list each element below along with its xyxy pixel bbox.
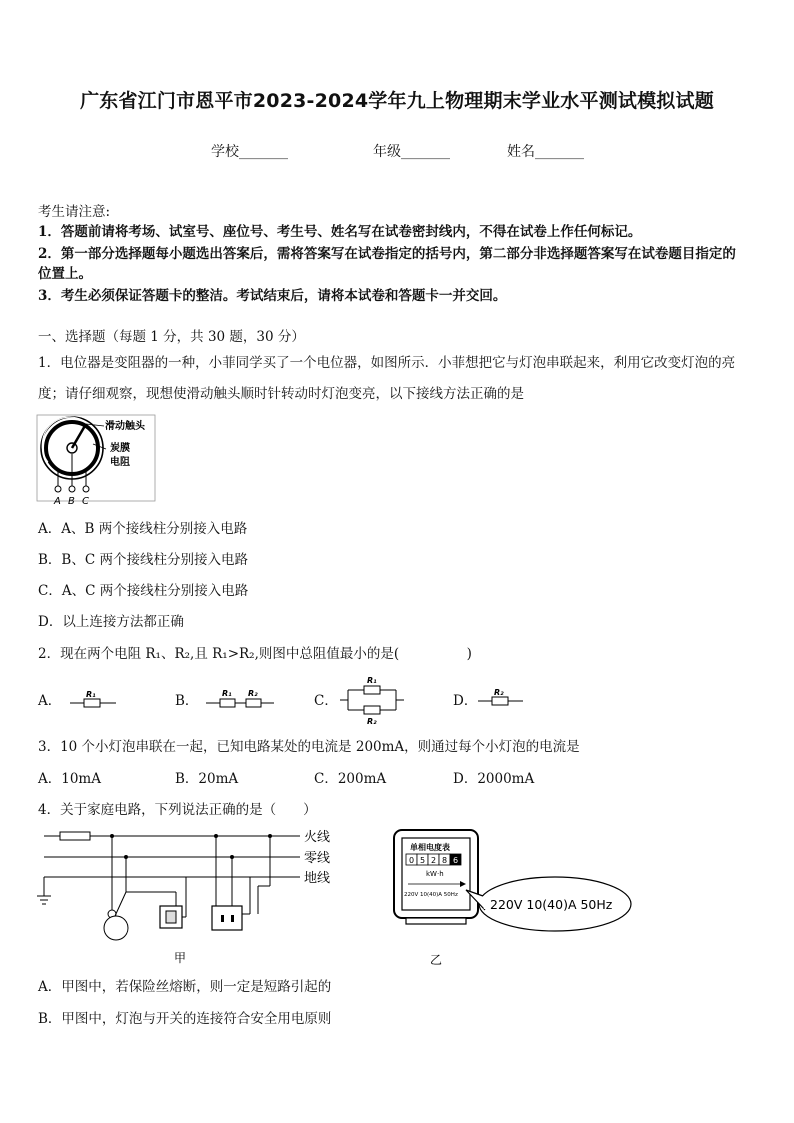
terminal-a-label: A	[54, 496, 61, 506]
section-heading: 一、选择题（每题 1 分，共 30 题，30 分）	[38, 329, 305, 345]
q4-option-a[interactable]: A．甲图中，若保险丝熔断，则一定是短路引起的	[38, 979, 332, 995]
terminal-b-label: B	[68, 496, 75, 506]
q2-option-d-circuit[interactable]	[478, 686, 526, 710]
q2-option-b-circuit[interactable]	[206, 686, 276, 712]
meter-rating-bubble: 220V 10(40)A 50Hz	[490, 897, 613, 912]
meter-unit: kW·h	[426, 870, 444, 878]
q2-stem: 2．现在两个电阻 R₁、R₂,且 R₁>R₂,则图中总阻值最小的是( )	[38, 646, 472, 662]
q2-option-b-label[interactable]: B．	[175, 693, 199, 709]
electricity-meter-figure	[390, 826, 640, 972]
neutral-wire-label: 零线	[304, 851, 331, 866]
q1-stem-line1: 1．电位器是变阻器的一种，小菲同学买了一个电位器，如图所示．小菲想把它与灯泡串联起来，利用它改变灯泡的亮	[38, 355, 736, 371]
meter-digit-1: 0	[409, 856, 415, 865]
q1-option-b[interactable]: B．B、C 两个接线柱分别接入电路	[38, 552, 248, 568]
q1-option-a[interactable]: A．A、B 两个接线柱分别接入电路	[38, 521, 248, 537]
q2a-r1-label: R₁	[86, 690, 96, 699]
figure-jia-label: 甲	[174, 951, 187, 965]
q1-stem-line2: 度；请仔细观察，现想使滑动触头顺时针转动时灯泡变亮，以下接线方法正确的是	[38, 386, 524, 402]
q3-option-b[interactable]: B．20mA	[175, 771, 239, 787]
notice-item-2: 2．第一部分选择题每小题选出答案后，需将答案写在试卷指定的括号内，第二部分非选择题答案写在试卷题目指定的	[38, 246, 736, 262]
meter-digit-4: 8	[442, 856, 448, 865]
q3-stem: 3．10 个小灯泡串联在一起，已知电路某处的电流是 200mA，则通过每个小灯泡的电流是	[38, 739, 580, 755]
meter-digit-5: 6	[453, 856, 459, 865]
q2b-r2-label: R₂	[248, 689, 258, 698]
q2b-r1-label: R₁	[222, 689, 232, 698]
meter-title: 单相电度表	[410, 843, 450, 852]
terminal-c-label: C	[82, 496, 89, 506]
slider-label: 滑动触头	[105, 421, 145, 432]
q2d-r2-label: R₂	[494, 688, 504, 697]
live-wire-label: 火线	[304, 830, 331, 845]
meter-digit-3: 2	[431, 856, 437, 865]
q2-option-c-circuit[interactable]	[340, 674, 404, 726]
resistor-label: 电阻	[110, 457, 130, 468]
q2-option-a-label[interactable]: A．	[38, 693, 62, 709]
q1-option-c[interactable]: C．A、C 两个接线柱分别接入电路	[38, 583, 249, 599]
notice-item-3: 3．考生必须保证答题卡的整洁。考试结束后，请将本试卷和答题卡一并交回。	[38, 288, 507, 304]
q3-option-c[interactable]: C．200mA	[314, 771, 387, 787]
meter-digit-2: 5	[420, 856, 426, 865]
q2-option-d-label[interactable]: D．	[453, 693, 478, 709]
school-field[interactable]: 学校_______	[211, 144, 288, 160]
q4-stem: 4．关于家庭电路，下列说法正确的是（ ）	[38, 802, 317, 818]
earth-wire-label: 地线	[304, 871, 331, 886]
page-title: 广东省江门市恩平市2023-2024学年九上物理期末学业水平测试模拟试题	[80, 90, 714, 112]
notice-heading: 考生请注意:	[38, 204, 111, 220]
carbon-film-label: 炭膜	[110, 443, 130, 454]
notice-item-1: 1．答题前请将考场、试室号、座位号、考生号、姓名写在试卷密封线内，不得在试卷上作任何标记。	[38, 224, 642, 240]
name-field[interactable]: 姓名_______	[507, 144, 584, 160]
q2c-r1-label: R₁	[367, 676, 377, 685]
q2-option-c-label[interactable]: C．	[314, 693, 338, 709]
notice-item-2-cont: 位置上。	[38, 266, 92, 282]
q2c-r2-label: R₂	[367, 717, 377, 726]
grade-field[interactable]: 年级_______	[373, 144, 450, 160]
potentiometer-figure	[36, 414, 166, 506]
q4-option-b[interactable]: B．甲图中，灯泡与开关的连接符合安全用电原则	[38, 1011, 332, 1027]
household-circuit-figure	[36, 826, 346, 972]
meter-rating-small: 220V 10(40)A 50Hz	[404, 892, 458, 898]
q3-option-d[interactable]: D．2000mA	[453, 771, 535, 787]
q2-option-a-circuit[interactable]	[70, 688, 120, 712]
q3-option-a[interactable]: A．10mA	[38, 771, 101, 787]
q1-option-d[interactable]: D．以上连接方法都正确	[38, 614, 184, 630]
figure-yi-label: 乙	[430, 953, 443, 967]
